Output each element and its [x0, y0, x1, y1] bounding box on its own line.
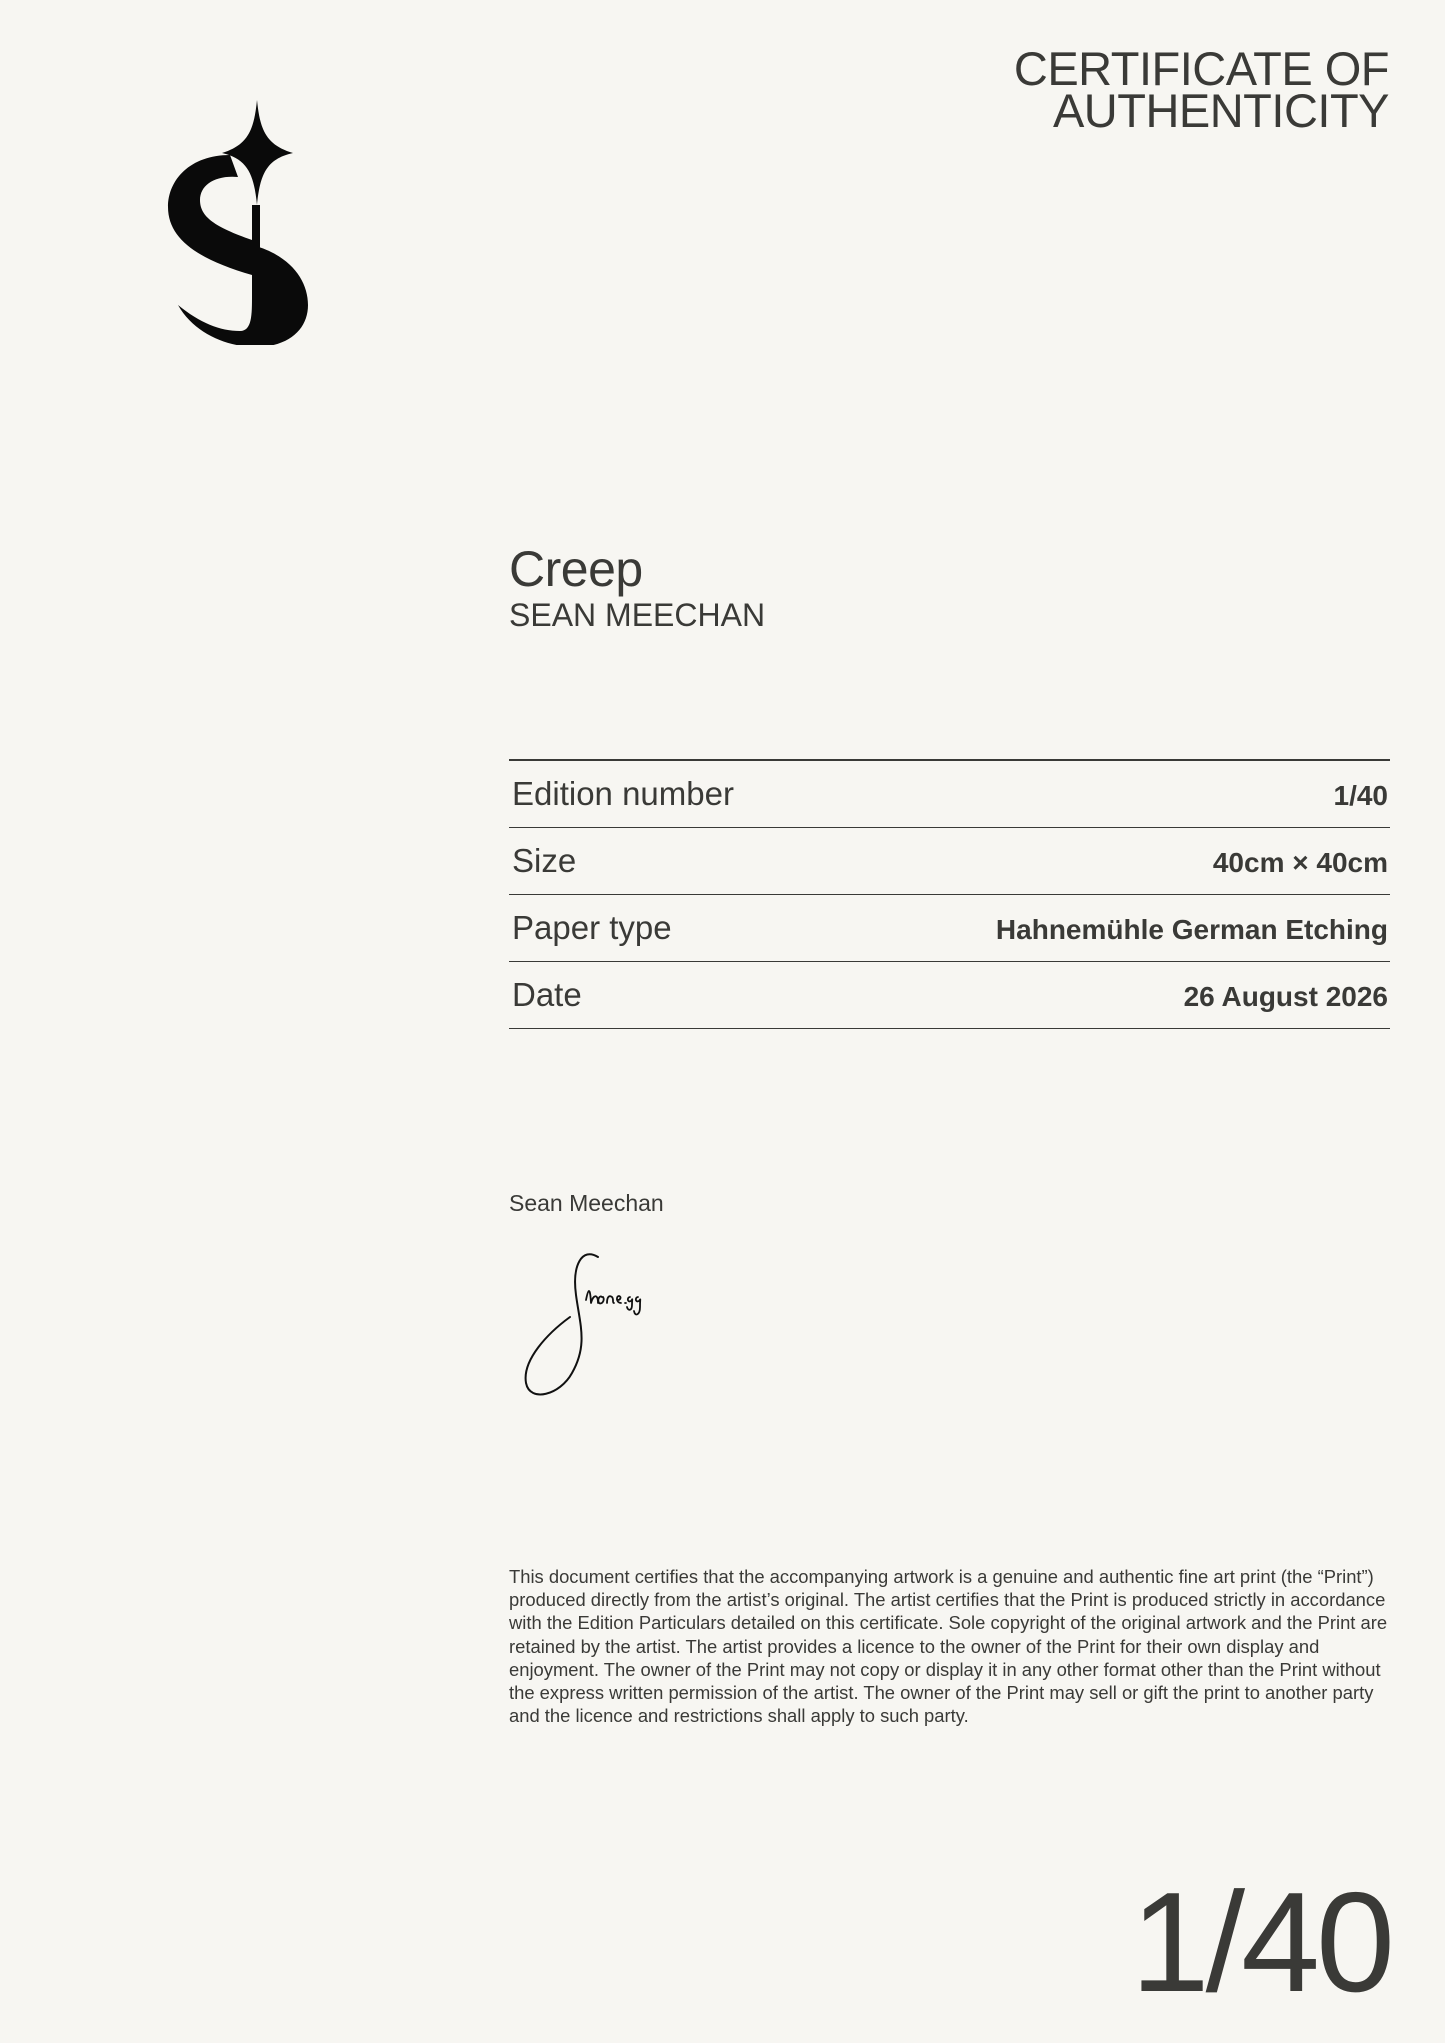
detail-row-size	[509, 828, 1390, 895]
signatory-name: Sean Meechan	[509, 1190, 664, 1216]
detail-value: 1/40	[1333, 780, 1388, 811]
s-star-logo-icon	[160, 95, 310, 345]
edition-number-large: 1/40	[1130, 1863, 1391, 2022]
detail-row-paper-type	[509, 895, 1390, 962]
detail-label: Edition number	[512, 775, 734, 812]
legal-statement: This document certifies that the accompanying artwork is a genuine and authentic fine art print (the “Print”) produced directly from the artist’s original. The artist certifies that the Print is produced strictly in accordance with the Edition Particulars detailed on this certificate. Sole copyright of the original artwork and the Print are retained by the artist. The artist provides a licence to the owner of the Print for their own display and enjoyment. The owner of the Print may not copy or display it in any other format other than the Print without the express written permission of the artist. The owner of the Print may sell or gift the print to another party and the licence and restrictions shall apply to such party.	[509, 1566, 1388, 1727]
handwritten-signature	[510, 1245, 690, 1405]
detail-row-date	[509, 962, 1390, 1029]
detail-value: 26 August 2026	[1183, 981, 1388, 1012]
detail-row-edition-number	[509, 761, 1390, 828]
detail-label: Paper type	[512, 909, 672, 946]
artist-name: SEAN MEECHAN	[509, 597, 766, 633]
detail-value: Hahnemühle German Etching	[995, 914, 1388, 945]
detail-label: Date	[512, 976, 582, 1013]
certificate-title-line2: AUTHENTICITY	[1052, 84, 1389, 137]
detail-label: Size	[512, 842, 577, 879]
certificate-title	[1013, 42, 1389, 137]
artwork-title: Creep	[509, 541, 643, 597]
edition-details-table	[509, 759, 1390, 1029]
certificate-title-line1: CERTIFICATE OF	[1013, 42, 1389, 95]
detail-value: 40cm × 40cm	[1212, 847, 1388, 878]
